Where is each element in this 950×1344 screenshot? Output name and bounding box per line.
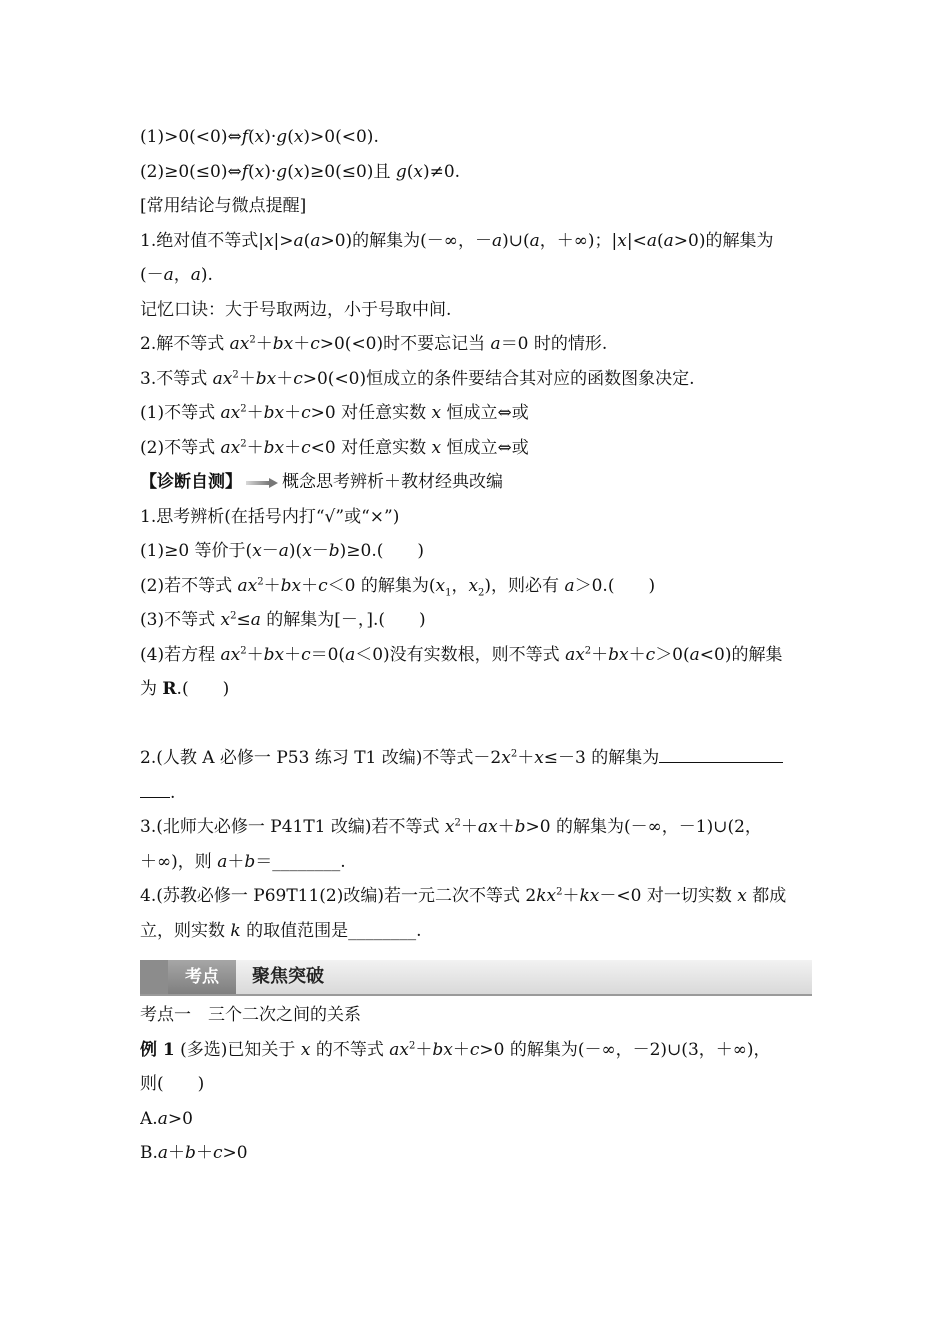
question-1-item-1: (1)≥0 等价于(x－a)(x－b)≥0.( ) <box>140 541 425 561</box>
section-banner <box>140 960 812 996</box>
question-1-item-4-continued: 为 R.( ) <box>140 679 230 699</box>
banner-title: 聚焦突破 <box>252 966 324 987</box>
conclusion-3: 3.不等式 $ax^2+bx+c>0(<0)$恒成立的条件要结合其对应的函数图象决定. <box>140 368 695 389</box>
rule-product-nonnegative: (2)≥0(≤0)⇔f(x)·g(x)≥0(≤0)且 g(x)≠0. <box>140 161 461 182</box>
section-heading-conclusions: [常用结论与微点提醒] <box>140 196 307 216</box>
option-a: A.a>0 <box>140 1108 193 1129</box>
banner-lead-block <box>140 960 168 994</box>
answer-blank[interactable] <box>659 742 783 763</box>
example-1-continued: 则( ) <box>140 1074 205 1094</box>
question-3-continued: ＋∞)，则 a＋b＝________. <box>140 851 346 872</box>
conclusion-3-item-2: (2)不等式 $ax^2+bx+c<0$ 对任意实数 x 恒成立⇔或 <box>140 437 529 458</box>
question-1-intro: 1.思考辨析(在括号内打“√”或“×”) <box>140 506 400 527</box>
conclusion-1-absolute-value: 1.绝对值不等式|x|>a(a>0)的解集为(－∞，－a)∪(a，＋∞)；|x|<a(a>0)的解集为 <box>140 230 774 251</box>
question-2: 2.(人教 A 必修一 P53 练习 T1 改编)不等式$-2x^2+x\le-3$ 的解集为 <box>140 741 812 776</box>
spacer <box>140 707 812 742</box>
question-4-continued: 立，则实数 k 的取值范围是________. <box>140 920 422 941</box>
conclusion-3-item-1: (1)不等式 $ax^2+bx+c>0$ 对任意实数 x 恒成立⇔或 <box>140 403 529 423</box>
document-body <box>140 120 812 1171</box>
option-b: B.a＋b＋c>0 <box>140 1143 248 1163</box>
question-3: 3.(北师大必修一 P41T1 改编)若不等式 $x^2+ax+b>0$ 的解集为(－∞，－1)∪(2， <box>140 817 762 837</box>
conclusion-2: 2.解不等式 $ax^2+bx+c>0(<0)$时不要忘记当 a＝0 时的情形. <box>140 334 608 354</box>
question-4: 4.(苏教必修一 P69T11(2)改编)若一元二次不等式 $2kx^2+kx-<0$ 对一切实数 x 都成 <box>140 886 787 906</box>
question-1-item-3: (3)不等式 $x^2\le a$ 的解集为[－，].( ) <box>140 610 426 630</box>
conclusion-1-continued: (－a，a). <box>140 265 213 285</box>
memory-tip: 记忆口诀：大于号取两边，小于号取中间. <box>140 299 452 320</box>
right-arrow-icon <box>246 478 278 488</box>
question-1-item-2: (2)若不等式 $ax^2+bx+c<0$ 的解集为($x_1$，$x_2$)，则必有 a＞0.( ) <box>140 575 656 598</box>
diagnostic-test-heading: 【诊断自测】 概念思考辨析＋教材经典改编 <box>140 472 503 492</box>
question-1-item-4: (4)若方程 $ax^2+bx+c=0(a<0)$没有实数根，则不等式 $ax^2+bx+c>0(a<0)$的解集 <box>140 644 783 665</box>
topic-1-heading: 考点一 三个二次之间的关系 <box>140 1005 361 1025</box>
banner-tag: 考点 <box>168 960 236 994</box>
answer-blank-continued[interactable] <box>140 777 170 798</box>
question-2-continued: . <box>140 776 812 811</box>
rule-product-positive: (1)>0(<0)⇔f(x)·g(x)>0(<0). <box>140 127 379 147</box>
example-1: 例 1 (多选)已知关于 x 的不等式 $ax^2+bx+c>0$ 的解集为(－∞，－2)∪(3，＋∞)， <box>140 1039 771 1060</box>
